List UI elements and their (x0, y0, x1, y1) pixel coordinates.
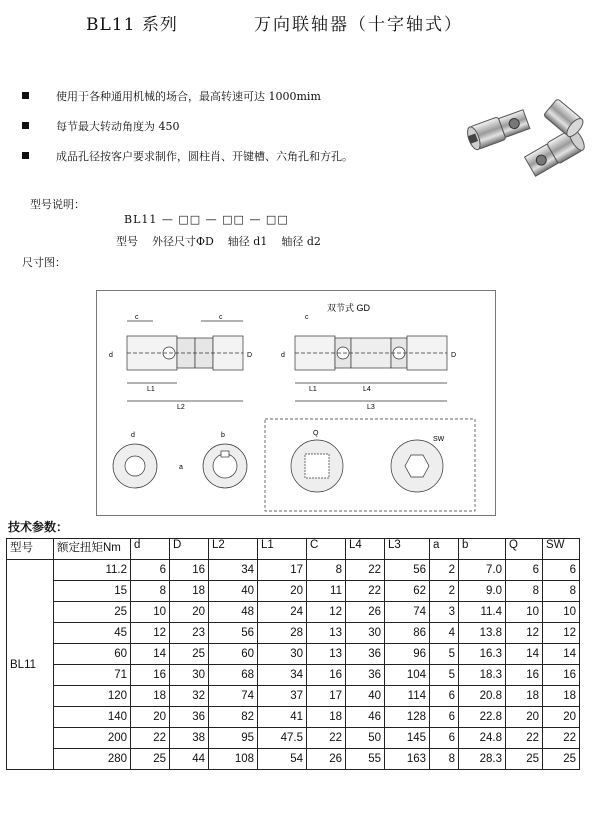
table-cell: 20.8 (459, 686, 506, 707)
table-cell: 10 (543, 602, 580, 623)
table-cell: 18 (543, 686, 580, 707)
model-code: BL11 — □□ — □□ — □□ (124, 213, 289, 226)
table-row (7, 623, 580, 644)
table-row (7, 665, 580, 686)
dim-c-left: c (135, 314, 139, 321)
bullet-3 (22, 152, 29, 159)
table-cell: 14 (131, 644, 170, 665)
table-cell: 16 (506, 665, 543, 686)
col-header: L3 (385, 539, 430, 560)
table-cell: 56 (385, 560, 430, 581)
table-cell: 12 (506, 623, 543, 644)
table-cell: 10 (506, 602, 543, 623)
feature-3: 成品孔径按客户要求制作，圆柱肖、开键槽、六角孔和方孔。 (56, 150, 353, 163)
table-cell: 60 (54, 644, 131, 665)
dim-Q-end: Q (313, 430, 319, 437)
dimension-drawing (96, 290, 496, 516)
table-cell: 22 (131, 728, 170, 749)
table-cell: 200 (54, 728, 131, 749)
dim-D-right: D (451, 352, 457, 359)
table-cell: 36 (346, 644, 385, 665)
table-cell: 45 (54, 623, 131, 644)
table-cell: 25 (543, 749, 580, 770)
table-cell: 17 (258, 560, 307, 581)
table-cell: 6 (506, 560, 543, 581)
table-cell: 20 (506, 707, 543, 728)
table-cell: 25 (506, 749, 543, 770)
table-cell: 54 (258, 749, 307, 770)
table-cell: 38 (170, 728, 209, 749)
table-cell: 7.0 (459, 560, 506, 581)
col-header: L2 (209, 539, 258, 560)
table-cell: 22 (506, 728, 543, 749)
table-row (7, 560, 580, 581)
table-cell: 20 (131, 707, 170, 728)
table-row (7, 749, 580, 770)
table-cell: 14 (506, 644, 543, 665)
table-cell: 4 (430, 623, 459, 644)
dim-d-left: d (109, 352, 113, 359)
table-cell: 8 (506, 581, 543, 602)
table-cell: 12 (131, 623, 170, 644)
table-cell: 36 (170, 707, 209, 728)
table-cell: 2 (430, 581, 459, 602)
dim-c-right: c (219, 314, 223, 321)
dim-c-double: c (305, 314, 309, 321)
table-cell: 14 (543, 644, 580, 665)
table-cell: 9.0 (459, 581, 506, 602)
table-cell: 6 (430, 686, 459, 707)
table-row (7, 686, 580, 707)
table-cell: 25 (131, 749, 170, 770)
table-cell: 5 (430, 644, 459, 665)
dim-L3: L3 (367, 404, 375, 411)
table-cell: 108 (209, 749, 258, 770)
table-cell: 2 (430, 560, 459, 581)
model-heading: 型号说明： (30, 198, 85, 211)
table-cell: 8 (430, 749, 459, 770)
table-cell: 8 (543, 581, 580, 602)
table-cell: 16 (131, 665, 170, 686)
table-header-row (7, 539, 580, 560)
table-cell: 16 (170, 560, 209, 581)
table-cell: 34 (258, 665, 307, 686)
table-cell: 5 (430, 665, 459, 686)
table-cell: 12 (543, 623, 580, 644)
table-cell: 50 (346, 728, 385, 749)
table-cell: 163 (385, 749, 430, 770)
table-cell: 30 (346, 623, 385, 644)
table-cell: 13 (307, 623, 346, 644)
model-cell: BL11 (7, 560, 54, 770)
table-cell: 26 (307, 749, 346, 770)
table-cell: 22 (346, 560, 385, 581)
table-cell: 25 (54, 602, 131, 623)
table-cell: 16.3 (459, 644, 506, 665)
table-cell: 48 (209, 602, 258, 623)
tech-heading: 技术参数： (8, 520, 69, 534)
table-cell: 8 (307, 560, 346, 581)
table-cell: 15 (54, 581, 131, 602)
table-cell: 37 (258, 686, 307, 707)
table-cell: 20 (543, 707, 580, 728)
table-cell: 74 (209, 686, 258, 707)
table-row (7, 581, 580, 602)
table-cell: 62 (385, 581, 430, 602)
table-cell: 114 (385, 686, 430, 707)
table-cell: 71 (54, 665, 131, 686)
table-cell: 13.8 (459, 623, 506, 644)
col-header: b (459, 539, 506, 560)
table-cell: 28 (258, 623, 307, 644)
dim-d-right: d (281, 352, 285, 359)
col-header: C (307, 539, 346, 560)
table-cell: 104 (385, 665, 430, 686)
table-cell: 18 (307, 707, 346, 728)
table-cell: 30 (170, 665, 209, 686)
table-row (7, 602, 580, 623)
table-cell: 18 (170, 581, 209, 602)
dim-D-left: D (247, 352, 253, 359)
col-header: Q (506, 539, 543, 560)
table-cell: 10 (131, 602, 170, 623)
table-cell: 8 (131, 581, 170, 602)
table-row (7, 728, 580, 749)
table-cell: 16 (307, 665, 346, 686)
table-cell: 22 (543, 728, 580, 749)
coupling-photo (462, 88, 586, 198)
spec-table (6, 538, 580, 770)
col-header: 型号 (7, 539, 54, 560)
table-cell: 25 (170, 644, 209, 665)
table-row (7, 644, 580, 665)
table-cell: 22.8 (459, 707, 506, 728)
table-cell: 55 (346, 749, 385, 770)
page-title: 万向联轴器（十字轴式） (254, 15, 463, 35)
table-cell: 47.5 (258, 728, 307, 749)
table-cell: 74 (385, 602, 430, 623)
table-cell: 86 (385, 623, 430, 644)
table-cell: 6 (430, 728, 459, 749)
table-cell: 32 (170, 686, 209, 707)
double-label: 双节式 GD (327, 303, 371, 313)
feature-2: 每节最大转动角度为 450 (56, 120, 180, 133)
table-cell: 11.4 (459, 602, 506, 623)
dim-L4: L4 (363, 386, 371, 393)
table-cell: 68 (209, 665, 258, 686)
table-cell: 22 (346, 581, 385, 602)
table-cell: 30 (258, 644, 307, 665)
col-header: SW (543, 539, 580, 560)
bullet-2 (22, 122, 29, 129)
table-cell: 24.8 (459, 728, 506, 749)
table-cell: 95 (209, 728, 258, 749)
table-cell: 36 (346, 665, 385, 686)
table-cell: 18 (506, 686, 543, 707)
table-cell: 28.3 (459, 749, 506, 770)
table-cell: 40 (346, 686, 385, 707)
table-cell: 12 (307, 602, 346, 623)
table-cell: 280 (54, 749, 131, 770)
dim-b-end: b (221, 432, 225, 439)
table-cell: 140 (54, 707, 131, 728)
table-cell: 145 (385, 728, 430, 749)
series-title: BL11 系列 (86, 15, 178, 35)
table-cell: 18.3 (459, 665, 506, 686)
table-cell: 23 (170, 623, 209, 644)
table-cell: 18 (131, 686, 170, 707)
dim-d-end: d (131, 432, 135, 439)
table-cell: 96 (385, 644, 430, 665)
table-cell: 22 (307, 728, 346, 749)
table-cell: 46 (346, 707, 385, 728)
dim-L1-right: L1 (309, 386, 317, 393)
table-cell: 82 (209, 707, 258, 728)
table-cell: 16 (543, 665, 580, 686)
dim-a-end: a (179, 464, 183, 471)
dimension-heading: 尺寸图： (22, 256, 66, 269)
table-cell: 6 (543, 560, 580, 581)
table-cell: 3 (430, 602, 459, 623)
table-cell: 60 (209, 644, 258, 665)
table-cell: 26 (346, 602, 385, 623)
table-cell: 56 (209, 623, 258, 644)
table-cell: 128 (385, 707, 430, 728)
dim-L1-left: L1 (147, 386, 155, 393)
col-header: d (131, 539, 170, 560)
table-cell: 34 (209, 560, 258, 581)
table-cell: 6 (131, 560, 170, 581)
table-cell: 44 (170, 749, 209, 770)
feature-1: 使用于各种通用机械的场合，最高转速可达 1000mim (56, 90, 321, 103)
bullet-1 (22, 92, 29, 99)
col-header: L1 (258, 539, 307, 560)
table-cell: 20 (258, 581, 307, 602)
table-cell: 41 (258, 707, 307, 728)
table-cell: 40 (209, 581, 258, 602)
table-cell: 13 (307, 644, 346, 665)
col-header: D (170, 539, 209, 560)
col-header: 额定扭矩Nm (54, 539, 131, 560)
table-cell: 11.2 (54, 560, 131, 581)
table-cell: 11 (307, 581, 346, 602)
dim-SW-end: SW (433, 436, 445, 443)
table-cell: 24 (258, 602, 307, 623)
dim-L2: L2 (177, 404, 185, 411)
table-cell: 17 (307, 686, 346, 707)
col-header: a (430, 539, 459, 560)
table-row (7, 707, 580, 728)
table-cell: 20 (170, 602, 209, 623)
model-legend: 型号 外径尺寸ΦD 轴径 d1 轴径 d2 (116, 235, 321, 248)
table-cell: 120 (54, 686, 131, 707)
col-header: L4 (346, 539, 385, 560)
table-cell: 6 (430, 707, 459, 728)
